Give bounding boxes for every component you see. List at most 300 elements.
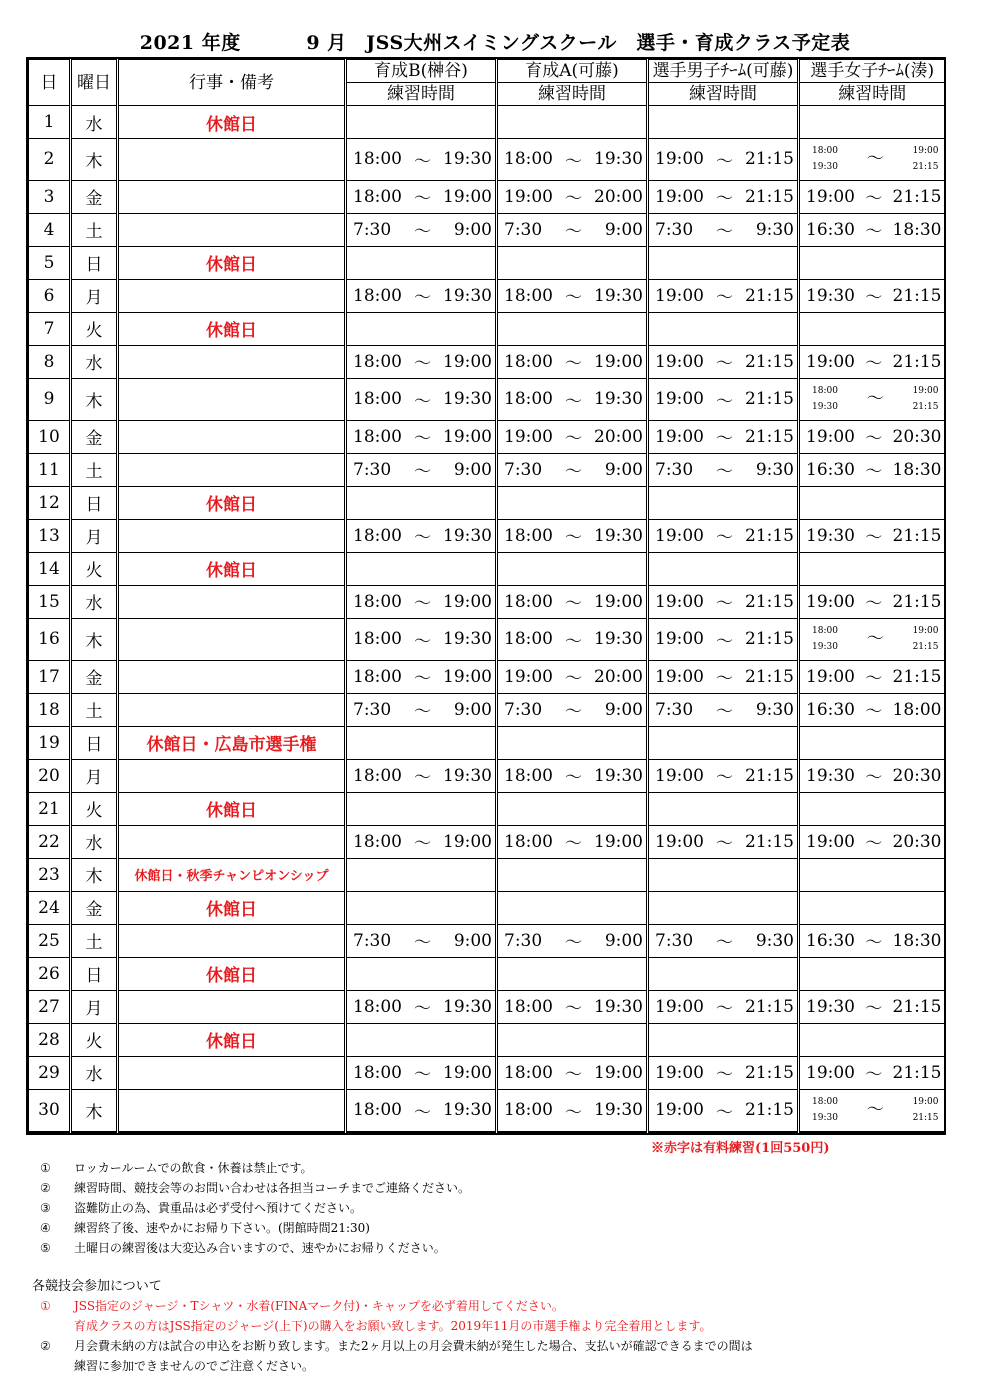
note-number: ③ (40, 1201, 51, 1215)
end-time: 19:30 (594, 996, 643, 1017)
end-time: 21:15 (745, 525, 794, 546)
end-time: 19:30 (443, 149, 492, 170)
competition-note-line (40, 1336, 753, 1356)
range-separator: ～ (414, 999, 431, 1020)
end-time: 19:30 (594, 285, 643, 306)
end-time: 19:00 (443, 1062, 492, 1083)
start-time: 19:00 (806, 666, 855, 687)
note-cell (118, 213, 346, 246)
weekday-cell: 日 (71, 246, 118, 279)
time-range (347, 763, 495, 788)
end-time: 19:30 (594, 149, 643, 170)
start-time: 18:00 (353, 1062, 402, 1083)
start-time: 19:00 (655, 996, 704, 1017)
time-cell (648, 825, 799, 858)
table-row (29, 312, 945, 345)
time-cell (497, 726, 648, 759)
time-cell (497, 891, 648, 924)
range-separator: ～ (414, 189, 431, 210)
end-time: 19:30 (443, 525, 492, 546)
start-time: 18:00 (353, 1100, 402, 1121)
time-range (498, 664, 646, 689)
time-cell (346, 693, 497, 726)
time-cell (648, 139, 799, 181)
weekday-cell: 金 (71, 660, 118, 693)
end-time: 21:15 (745, 996, 794, 1017)
time-range (649, 184, 797, 209)
range-separator: ～ (865, 354, 883, 375)
end-time: 9:00 (453, 699, 492, 720)
end-time: 19:00 (443, 351, 492, 372)
time-cell (799, 279, 945, 312)
range-separator: ～ (565, 354, 582, 375)
range-separator: ～ (866, 629, 884, 650)
start-time: 18:00 (504, 831, 553, 852)
time-range (649, 349, 797, 374)
time-range (800, 217, 945, 242)
time-cell (346, 1023, 497, 1056)
time-range (800, 283, 945, 308)
range-separator: ～ (414, 462, 431, 483)
time-cell (648, 1023, 799, 1056)
time-cell (799, 1089, 945, 1131)
time-cell (346, 792, 497, 825)
end-time: 19:00 (443, 186, 492, 207)
table-row (29, 1089, 945, 1131)
start-time: 18:00 (353, 525, 402, 546)
range-separator: ～ (716, 669, 733, 690)
note-cell (118, 1056, 346, 1089)
weekday-cell: 火 (71, 312, 118, 345)
table-row (29, 990, 945, 1023)
header-group-sub: 練習時間 (346, 83, 497, 106)
table-row (29, 139, 945, 181)
time-range (498, 627, 646, 652)
end-time: 19:00 (443, 591, 492, 612)
note-cell (118, 453, 346, 486)
time-value: 18:00 (812, 386, 838, 397)
time-cell (799, 792, 945, 825)
time-cell (799, 378, 945, 420)
time-value: 19:00 (912, 1097, 939, 1108)
table-row (29, 660, 945, 693)
start-time: 19:00 (655, 666, 704, 687)
weekday-cell: 木 (71, 139, 118, 181)
note-cell: 休館日 (118, 106, 346, 139)
note-item (40, 1238, 470, 1258)
time-cell (799, 660, 945, 693)
end-time: 21:15 (892, 1062, 942, 1083)
range-separator: ～ (716, 768, 733, 789)
time-cell (648, 759, 799, 792)
time-range (498, 1098, 646, 1123)
time-cell (346, 345, 497, 378)
time-cell (497, 693, 648, 726)
start-time: 18:00 (504, 389, 553, 410)
time-cell (799, 858, 945, 891)
time-range (649, 664, 797, 689)
range-separator: ～ (716, 528, 733, 549)
time-range (649, 1098, 797, 1123)
day-cell: 4 (29, 213, 71, 246)
start-time: 19:00 (655, 1062, 704, 1083)
table-row (29, 180, 945, 213)
day-cell: 28 (29, 1023, 71, 1056)
table-row (29, 519, 945, 552)
note-item (40, 1178, 470, 1198)
day-cell: 25 (29, 924, 71, 957)
time-cell (497, 139, 648, 181)
range-separator: ～ (716, 1065, 733, 1086)
time-cell (799, 924, 945, 957)
start-time: 18:00 (504, 149, 553, 170)
end-time: 18:30 (892, 459, 942, 480)
range-separator: ～ (565, 768, 582, 789)
table-row (29, 213, 945, 246)
time-value: 18:00 (812, 626, 838, 637)
weekday-cell: 木 (71, 858, 118, 891)
time-range (649, 457, 797, 482)
time-cell (497, 106, 648, 139)
header-group-name: 育成B(榊谷) (346, 60, 497, 83)
end-time: 9:00 (604, 459, 643, 480)
end-time: 21:15 (745, 426, 794, 447)
time-cell (648, 345, 799, 378)
range-separator: ～ (865, 1065, 883, 1086)
time-cell (799, 1131, 945, 1132)
start-time: 19:00 (806, 351, 855, 372)
page-title: 2021 年度 9 月 JSS大州スイミングスクール 選手・育成クラス予定表 (139, 32, 851, 54)
time-range (498, 994, 646, 1019)
time-cell (799, 180, 945, 213)
time-cell (799, 345, 945, 378)
note-cell (118, 924, 346, 957)
range-separator: ～ (865, 702, 883, 723)
range-separator: ～ (716, 288, 733, 309)
end-time: 21:15 (745, 666, 794, 687)
weekday-cell (71, 1131, 118, 1132)
start-time: 7:30 (655, 219, 694, 240)
table-row (29, 420, 945, 453)
time-cell (346, 759, 497, 792)
start-time: 7:30 (353, 219, 392, 240)
time-value: 21:15 (912, 1113, 939, 1124)
note-cell (118, 1131, 346, 1132)
start-time: 18:00 (504, 1100, 553, 1121)
range-separator: ～ (865, 222, 883, 243)
start-time: 19:00 (806, 831, 855, 852)
time-cell (497, 453, 648, 486)
time-cell (799, 420, 945, 453)
time-range (649, 1060, 797, 1085)
start-time: 19:00 (806, 426, 855, 447)
time-range (649, 523, 797, 548)
range-separator: ～ (866, 389, 884, 410)
range-separator: ～ (565, 1102, 582, 1123)
header-group-name: 選手男子ﾁｰﾑ(可藤) (648, 60, 799, 83)
time-cell (648, 378, 799, 420)
day-cell: 18 (29, 693, 71, 726)
time-value: 21:15 (912, 162, 939, 173)
day-cell: 21 (29, 792, 71, 825)
range-separator: ～ (414, 768, 431, 789)
note-cell (118, 585, 346, 618)
time-range (649, 829, 797, 854)
time-range (498, 523, 646, 548)
weekday-cell: 火 (71, 792, 118, 825)
time-cell (346, 519, 497, 552)
time-cell (346, 453, 497, 486)
note-number (40, 1316, 74, 1336)
end-time: 20:30 (892, 426, 942, 447)
time-cell (648, 246, 799, 279)
time-cell (799, 825, 945, 858)
note-cell: 休館日 (118, 312, 346, 345)
weekday-cell: 日 (71, 957, 118, 990)
note-cell (118, 618, 346, 660)
end-time: 19:30 (443, 1100, 492, 1121)
day-cell: 13 (29, 519, 71, 552)
header-group-name: 選手女子ﾁｰﾑ(湊) (799, 60, 945, 83)
time-range (649, 424, 797, 449)
table-row (29, 1056, 945, 1089)
start-time: 19:00 (655, 426, 704, 447)
range-separator: ～ (865, 933, 883, 954)
day-cell: 9 (29, 378, 71, 420)
range-separator: ～ (414, 354, 431, 375)
time-cell (648, 792, 799, 825)
time-range (800, 424, 945, 449)
start-time: 18:00 (353, 666, 402, 687)
weekday-cell: 日 (71, 486, 118, 519)
note-cell: 休館日 (118, 486, 346, 519)
time-value: 21:15 (912, 402, 939, 413)
time-cell (497, 1023, 648, 1056)
weekday-cell: 木 (71, 378, 118, 420)
time-cell (497, 924, 648, 957)
day-cell: 23 (29, 858, 71, 891)
time-cell (648, 1056, 799, 1089)
end-time: 18:30 (892, 219, 942, 240)
table-row (29, 585, 945, 618)
time-cell (346, 213, 497, 246)
time-range (347, 1098, 495, 1123)
range-separator: ～ (716, 933, 733, 954)
time-cell (346, 246, 497, 279)
range-separator: ～ (565, 702, 582, 723)
day-cell: 12 (29, 486, 71, 519)
time-cell (346, 858, 497, 891)
time-cell (648, 924, 799, 957)
start-time: 18:00 (504, 996, 553, 1017)
end-time: 21:15 (892, 996, 942, 1017)
range-separator: ～ (865, 768, 883, 789)
time-cell (497, 759, 648, 792)
note-cell: 休館日 (118, 552, 346, 585)
weekday-cell: 水 (71, 106, 118, 139)
end-time: 18:30 (892, 930, 942, 951)
start-time: 19:00 (655, 389, 704, 410)
time-range (800, 697, 945, 722)
start-time: 19:30 (806, 285, 855, 306)
weekday-cell: 金 (71, 420, 118, 453)
time-cell (648, 1131, 799, 1132)
time-value: 18:00 (812, 1097, 838, 1108)
weekday-cell: 金 (71, 180, 118, 213)
time-cell (346, 1089, 497, 1131)
time-cell (799, 585, 945, 618)
end-time: 21:15 (892, 186, 942, 207)
weekday-cell: 土 (71, 453, 118, 486)
time-cell (346, 990, 497, 1023)
competition-notes (40, 1296, 753, 1376)
weekday-cell: 月 (71, 279, 118, 312)
table-row (29, 552, 945, 585)
range-separator: ～ (716, 999, 733, 1020)
time-range (800, 457, 945, 482)
time-cell (497, 858, 648, 891)
time-range (498, 424, 646, 449)
header-notes: 行事・備考 (118, 60, 346, 106)
range-separator: ～ (565, 288, 582, 309)
time-cell (648, 279, 799, 312)
time-cell (346, 957, 497, 990)
day-cell: 29 (29, 1056, 71, 1089)
start-time: 18:00 (353, 186, 402, 207)
range-separator: ～ (414, 669, 431, 690)
time-cell (346, 180, 497, 213)
end-time: 9:30 (755, 930, 794, 951)
end-time: 9:00 (604, 699, 643, 720)
weekday-cell: 木 (71, 618, 118, 660)
time-cell (799, 693, 945, 726)
time-cell (497, 312, 648, 345)
time-range (347, 994, 495, 1019)
time-cell (799, 891, 945, 924)
time-cell (497, 1131, 648, 1132)
time-range (649, 589, 797, 614)
start-time: 18:00 (504, 591, 553, 612)
range-separator: ～ (865, 594, 883, 615)
header-group-sub: 練習時間 (648, 83, 799, 106)
start-time: 16:30 (806, 930, 855, 951)
start-time: 18:00 (353, 831, 402, 852)
time-cell (799, 552, 945, 585)
day-cell: 7 (29, 312, 71, 345)
table-row (29, 618, 945, 660)
time-range (498, 217, 646, 242)
note-text: 練習時間、競技会等のお問い合わせは各担当コーチまでご連絡ください。 (74, 1181, 471, 1195)
weekday-cell: 水 (71, 585, 118, 618)
time-cell (497, 279, 648, 312)
time-cell (799, 957, 945, 990)
table-row (29, 246, 945, 279)
time-cell (346, 552, 497, 585)
weekday-cell: 火 (71, 552, 118, 585)
end-time: 21:15 (892, 351, 942, 372)
range-separator: ～ (565, 222, 582, 243)
time-range (498, 387, 646, 412)
start-time: 18:00 (504, 285, 553, 306)
general-notes (40, 1158, 470, 1258)
time-range (347, 928, 495, 953)
range-separator: ～ (565, 462, 582, 483)
start-time: 19:00 (504, 426, 553, 447)
start-time: 19:30 (806, 996, 855, 1017)
time-value: 19:30 (812, 1113, 838, 1124)
end-time: 21:15 (745, 1062, 794, 1083)
time-cell (648, 693, 799, 726)
range-separator: ～ (414, 528, 431, 549)
start-time: 18:00 (353, 426, 402, 447)
time-cell (648, 213, 799, 246)
start-time: 18:00 (353, 629, 402, 650)
time-cell (346, 1056, 497, 1089)
time-cell (799, 139, 945, 181)
table-row (29, 1023, 945, 1056)
end-time: 9:30 (755, 699, 794, 720)
end-time: 21:15 (745, 591, 794, 612)
range-separator: ～ (716, 594, 733, 615)
range-separator: ～ (414, 631, 431, 652)
time-value: 19:30 (812, 642, 838, 653)
time-cell (799, 453, 945, 486)
start-time: 19:30 (806, 765, 855, 786)
start-time: 19:00 (655, 186, 704, 207)
note-cell (118, 345, 346, 378)
day-cell: 16 (29, 618, 71, 660)
start-time: 7:30 (655, 930, 694, 951)
time-value: 18:00 (812, 146, 838, 157)
time-value: 19:30 (812, 162, 838, 173)
time-cell (799, 213, 945, 246)
range-separator: ～ (565, 669, 582, 690)
note-cell: 休館日・広島市選手権 (118, 726, 346, 759)
time-cell (497, 585, 648, 618)
header-group-sub: 練習時間 (497, 83, 648, 106)
start-time: 18:00 (353, 591, 402, 612)
range-separator: ～ (716, 631, 733, 652)
end-time: 19:30 (443, 285, 492, 306)
competition-note-line (40, 1356, 753, 1376)
table-row (29, 924, 945, 957)
time-cell (799, 519, 945, 552)
time-range (347, 627, 495, 652)
time-range (498, 184, 646, 209)
weekday-cell: 月 (71, 519, 118, 552)
time-cell (799, 486, 945, 519)
start-time: 18:00 (353, 285, 402, 306)
note-number: ⑤ (40, 1241, 51, 1255)
range-separator: ～ (716, 189, 733, 210)
weekday-cell: 水 (71, 1056, 118, 1089)
note-text: ロッカールームでの飲食・休養は禁止です。 (74, 1161, 313, 1175)
paid-practice-note: ※赤字は有料練習(1回550円) (651, 1141, 830, 1156)
day-cell: 14 (29, 552, 71, 585)
time-cell (497, 345, 648, 378)
time-cell (346, 1131, 497, 1132)
time-range (347, 283, 495, 308)
time-value: 19:30 (812, 402, 838, 413)
time-range (800, 589, 945, 614)
time-range (800, 928, 945, 953)
time-cell (799, 726, 945, 759)
range-separator: ～ (716, 429, 733, 450)
note-cell (118, 693, 346, 726)
note-item (40, 1198, 470, 1218)
note-cell: 休館日 (118, 246, 346, 279)
time-cell (346, 618, 497, 660)
